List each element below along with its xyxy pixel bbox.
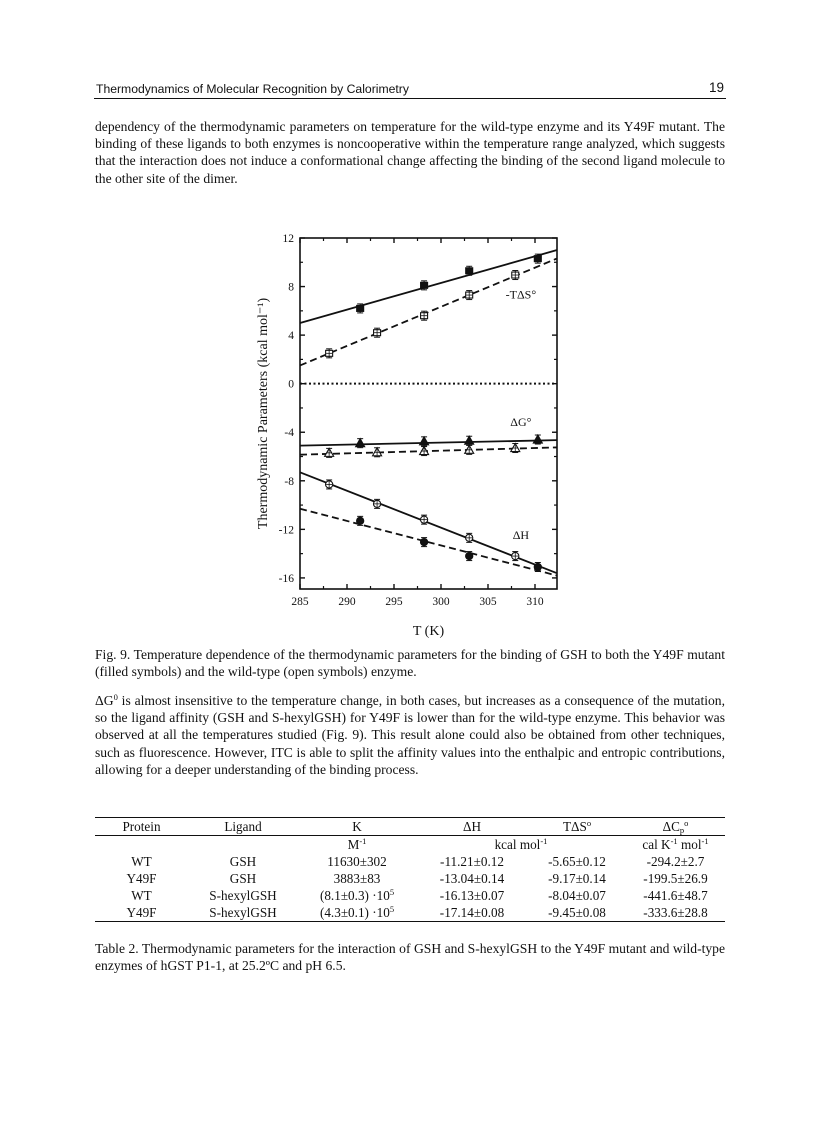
y-tick-label: 8 — [288, 281, 294, 294]
data-point-filled-circle — [357, 517, 364, 524]
intro-paragraph: dependency of the thermodynamic parameters on temperature for the wild-type enzyme and its Y49F mutant. The binding of these ligands to both enzymes is noncooperative within the temperature range analyzed, which suggests that the interaction does not induce a conformational change affecting the binding of the second ligand molecule to the other site of the dimer. — [95, 119, 725, 186]
data-point-filled-circle — [466, 552, 473, 559]
y-tick-label: 4 — [288, 330, 294, 343]
delta-g-symbol: ΔG — [95, 693, 114, 708]
discussion-text: is almost insensitive to the temperature change, in both cases, but increases as a consequence of the mutation, so the ligand affinity (GSH and S-hexylGSH) for Y49F is lower than for the wild-type enzyme. This behavior was observed at all the temperatures studied (Fig. 9). This result alone could also be obtained from other techniques, such as fluorescence. However, ITC is able to split the affinity values into the enthalpic and entropic contributions, allowing for a deeper understanding of the binding process. — [95, 693, 725, 777]
col-dcp: $\Delta C_p^o$ — [626, 818, 725, 836]
figure-9-chart — [240, 222, 580, 647]
data-point-filled-triangle — [465, 436, 474, 444]
y-tick-label: -16 — [278, 572, 294, 585]
table-caption: Table 2. Thermodynamic parameters for the interaction of GSH and S-hexylGSH to the Y49F mutant and wild-type enzymes of hGST P1-1, at 25.2ºC and pH 6.5. — [95, 941, 725, 974]
table-header-row — [95, 818, 725, 836]
x-tick-label: 310 — [526, 596, 544, 608]
data-point-filled-triangle — [356, 439, 365, 447]
fit-line — [300, 509, 557, 576]
x-tick-label: 285 — [291, 596, 309, 608]
running-header — [94, 80, 726, 99]
series-annotation: -TΔS° — [505, 287, 537, 302]
data-point-filled-square — [534, 256, 541, 262]
x-tick-label: 295 — [385, 596, 403, 608]
table-row: WT S-hexylGSH $(8.1\pm 0.3) \cdot 10^5$ -16.13±0.07 -8.04±0.07 -441.6±48.7 — [131, 887, 708, 903]
y-tick-label: -8 — [284, 475, 294, 488]
running-title: Thermodynamics of Molecular Recognition by Calorimetry — [96, 82, 409, 96]
series-annotation: ΔG° — [510, 415, 532, 430]
data-point-filled-square — [421, 282, 428, 288]
table-row: Y49F GSH 3883±83 -13.04±0.14 -9.17±0.14 -199.5±26.9 — [126, 871, 708, 886]
x-tick-label: 305 — [479, 596, 497, 608]
data-point-filled-circle — [420, 539, 427, 546]
y-tick-label: -4 — [284, 427, 294, 440]
x-tick-label: 290 — [338, 596, 356, 608]
col-tds: TΔS$^o$ — [528, 818, 626, 836]
col-protein: Protein — [95, 818, 188, 836]
unit-cp: cal $K^{-1}$ mol$^{-1}$ — [642, 836, 709, 852]
data-point-filled-circle — [534, 563, 541, 570]
page-number: 19 — [708, 80, 724, 95]
col-ligand: Ligand — [188, 818, 298, 836]
thermodynamic-parameters-plot — [240, 222, 580, 642]
data-point-filled-triangle — [533, 435, 542, 443]
table-row: Y49F S-hexylGSH $(4.3\pm 0.1) \cdot 10^5$ -17.14±0.08 -9.45±0.08 -333.6±28.8 — [95, 904, 725, 922]
unit-energy: kcal mol$^{-1}$ — [494, 836, 548, 852]
delta-g-superscript: 0 — [113, 692, 118, 702]
discussion-paragraph — [95, 692, 725, 778]
thermodynamic-table — [95, 817, 725, 922]
y-axis-label: Thermodynamic Parameters (kcal mol⁻¹) — [256, 297, 271, 530]
figure-caption: Fig. 9. Temperature dependence of the thermodynamic parameters for the binding of GSH to both the Y49F mutant (filled symbols) and the wild-type (open symbols) enzyme. — [95, 647, 725, 680]
y-tick-label: -12 — [278, 524, 294, 537]
x-tick-label: 300 — [432, 596, 450, 608]
y-tick-label: 0 — [288, 378, 294, 391]
data-point-filled-triangle — [420, 437, 429, 445]
col-dh: ΔH — [416, 818, 528, 836]
table-row: WT GSH 11630±302 -11.21±0.12 -5.65±0.12 -294.2±2.7 — [131, 854, 705, 869]
data-point-filled-square — [357, 305, 364, 311]
x-axis-label: T (K) — [412, 624, 445, 639]
col-k: K — [298, 818, 416, 836]
series-annotation: ΔH — [512, 528, 530, 543]
unit-k: $M^{-1}$ — [347, 836, 367, 852]
data-point-filled-square — [466, 268, 473, 274]
units-row — [95, 836, 725, 854]
y-tick-label: 12 — [282, 233, 294, 245]
